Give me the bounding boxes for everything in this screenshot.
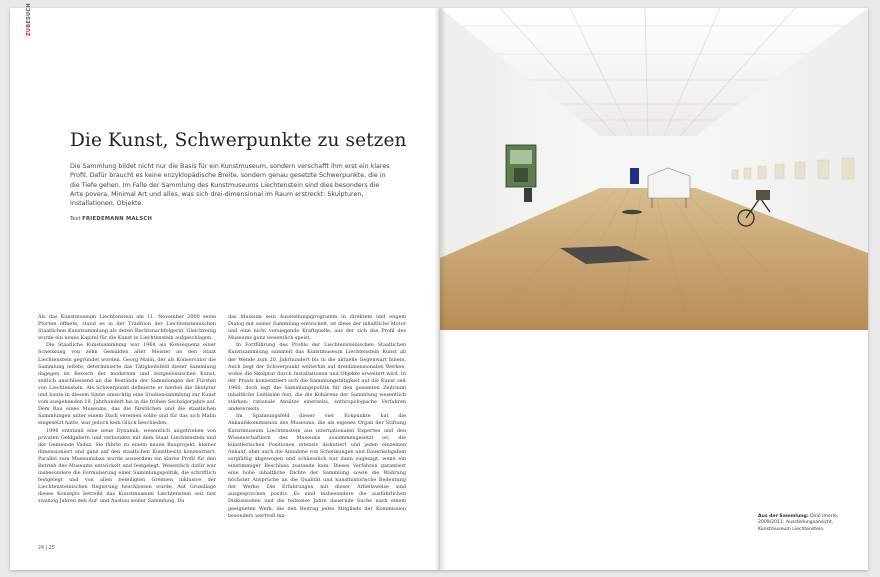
article-intro: Die Sammlung bildet nicht nur die Basis für ein Kunstmuseum, sondern verschafft ihm erst ein klares Profil. Dafür braucht es keine enzyklopädische Breite, sondern genau gesetzte Schwerpunkte, die in die Tiefe gehen. Im Falle der Sammlung des Kunstmuseums Liechtenstein sind dies besonders die Arte povera, Minimal Art und alles, was sich drei-dimensional im Raum erstreckt: Skulpturen, Installationen, Objekte. [70, 163, 390, 208]
page-gutter [434, 8, 446, 570]
byline [70, 216, 152, 222]
byline-author: FRIEDEMANN MALSCH [82, 216, 153, 222]
article-headline: Die Kunst, Schwerpunkte zu setzen [70, 130, 407, 151]
paragraph: 1996 entstand eine neue Dynamik, wesentlich angetrieben von privaten Geldgebern und verbunden mit dem Staat Liechtenstein und der Gemeinde Vaduz. Sie führte zu einem neuen Bauprojekt, kleiner dimensioniert und ganz auf den staatlichen Kunstbesitz konzentriert. Parallel zum Museumsbau wurde ausserdem ein klares Profil für den Betrieb des Museums entwickelt und festgelegt. Wesentlich dafür war insbesondere die Formulierung einer Sammlungspolitik, die schriftlich festgelegt und von allen beteiligten Gremien inklusive der Liechtensteinischen Regierung beschlossen wurde. Auf Grundlage dieses Konzepts betreibt das Kunstmuseum Liechtenstein seit fast zwanzig Jahren den Auf- und Ausbau seiner Sammlung. Da [38, 427, 216, 505]
photo-caption [758, 514, 853, 533]
paragraph: Als das Kunstmuseum Liechtenstein am 11. November 2000 seine Pforten öffnete, stand es in der Tradition der Liechtensteinischen Staatlichen Kunstsammlung als deren Rechtsnachfolgerin. Gleichzeitig wurde ein neues Kapitel für die Kunst in Liechtenstein aufgeschlagen. [38, 314, 216, 342]
paragraph: Die Staatliche Kunstsammlung war 1968 als Konsequenz einer Schenkung von zehn Gemälden alter Meister an den Staat Liechtenstein gegründet worden. Georg Malin, der als Konservator die Sammlung leitete, determinierte das Tätigkeitsfeld dieser Sammlung dagegen im Bereich der modernen und zeitgenössischen Kunst, zeitlich anschliessend an die Bestände der Sammlungen der Fürsten von Liechtenstein. Als Schwerpunkt definierte er hierbei die Skulptur und baute in diesem Sinne umsichtig eine Studiensammlung zur Kunst vom ausgehenden 19. Jahrhundert bis in die frühen Sechzigerjahre auf. Dem Bau eines Museums, das die fürstlichen und die staatlichen Sammlungen unter einem Dach vereinen sollte und für das sich Malin eingesetzt hatte, war jedoch kein Glück beschieden. [38, 342, 216, 427]
section-tag: ZUBESUCH [26, 3, 32, 36]
gallery-interior-illustration [440, 8, 868, 330]
caption-title: Aus der Sammlung: [758, 514, 809, 519]
byline-prefix: Text [70, 216, 81, 222]
text-column-1 [38, 314, 216, 506]
gallery-photo [440, 8, 868, 330]
left-page [10, 3, 440, 570]
paragraph: das Museum sein Ausstellungsprogramm in direktem und engem Dialog mit seiner Sammlung entwickelt, ist diese der inhaltliche Motor und eine nicht versiegende Kraftquelle, aus der sich das Profil des Museums ganz wesentlich speist. [228, 314, 406, 342]
right-page [440, 8, 868, 570]
page-numbers: 24 | 25 [38, 546, 55, 551]
caption-text: Dinó Imerle, 2009/2011: Ausstellungsansicht, Kunstmuseum Liechtenstein. [758, 514, 839, 532]
paragraph: In Fortführung des Profils der Liechtensteinischen Staatlichen Kunstsammlung sammelt das Kunstmuseum Liechtenstein Kunst ab der Wende zum 20. Jahrhundert bis in die aktuelle Gegenwart hinein. Auch liegt der Schwerpunkt weiterhin auf dreidimensionalen Werken, wobei die Skulptur durch Installationen und Objekte erweitert wird. In der Praxis konzentriert sich die Sammlungstätigkeit auf die Kunst seit 1960, doch legt die Sammlungspolitik für den gesamten Zeitraum inhaltliche Leitlinien fest, die die Kohärenz der Sammlung wesentlich stärken: rationale Ansätze einerseits, anthropologische Verfahren andererseits. [228, 342, 406, 413]
paragraph: Im Spannungsfeld dieser vier Eckpunkte hat die Ankaufskommission des Museums, die als eigenes Organ der Stiftung Kunstmuseum Liechtenstein aus internationalen Experten und den Wissenschaftlern des Museums zusammengesetzt ist, die künstlerischen Positionen intensiv diskutiert und jeden einzelnen Ankauf, aber auch die Annahme von Schenkungen und Dauerleihgaben sorgfältig abgewogen und schliesslich nur dann zugesagt, wenn ein einstimmiger Beschluss zustande kam. Dieses Verfahren garantiert eine hohe inhaltliche Dichte der Sammlung sowie die Wahrung höchster Ansprüche an die Qualität und kunsthistorische Bedeutung der Werke. Die Erfahrungen mit dieser Arbeitsweise sind ausgesprochen positiv. Es sind insbesondere die ausführlichen Diskussionen und die teilweise Jahre dauernde Suche nach einem geeigneten Werk, die den Beitrag jedes Mitglieds der Kommission besonders wertvoll ma- [228, 413, 406, 519]
text-column-2 [228, 314, 406, 520]
